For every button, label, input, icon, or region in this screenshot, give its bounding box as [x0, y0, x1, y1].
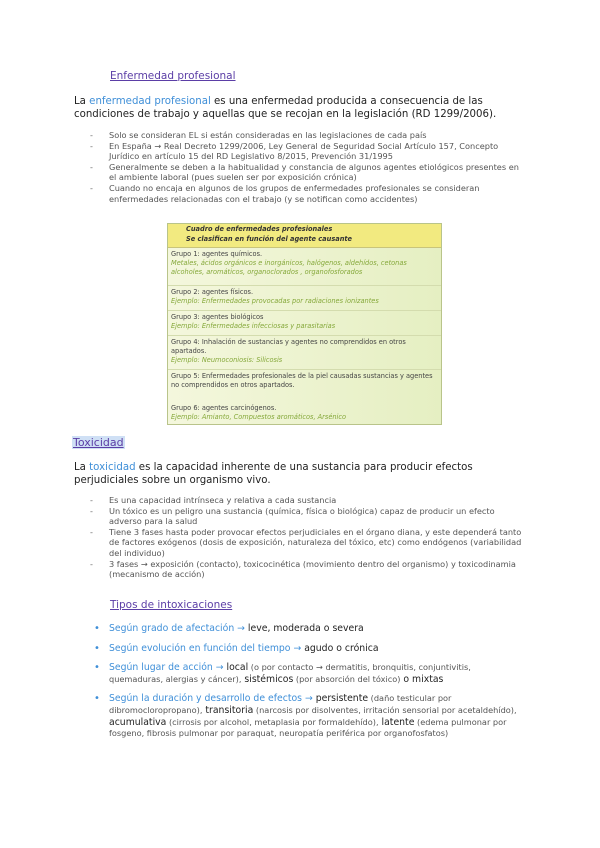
criterion-value: leve, moderada o severa — [244, 623, 364, 634]
term: persistente — [312, 693, 369, 705]
intro-text: es la capacidad inherente de una sustancia para producir efectos perjudiciales sobre un organismo vivo. — [74, 462, 473, 486]
term: latente — [378, 716, 415, 728]
table-header — [168, 224, 441, 248]
term-detail: (cirrosis por alcohol, metaplasia por formaldehído), — [166, 716, 379, 727]
intro-text: es una enfermedad producida a consecuencia de las condiciones de trabajo y aquellas que se recojan en la legislación (RD 1299/2006). — [74, 96, 497, 120]
list-item — [94, 693, 524, 739]
criterion-label: Según evolución en función del tiempo → — [109, 642, 302, 654]
group-label: Grupo 3: agentes biológicos — [171, 313, 264, 321]
keyword: enfermedad profesional — [89, 96, 211, 107]
group-example: Ejemplo: Enfermedades provocadas por radiaciones ionizantes — [171, 297, 379, 306]
group-example: Ejemplo: Neumoconiosis: Silicosis — [171, 356, 283, 365]
table-title: Cuadro de enfermedades profesionales — [186, 225, 333, 233]
list-item: - Cuando no encaja en algunos de los grupos de enfermedades profesionales se consideran enfermedades relacionadas con el trabajo (y se notifican como accidentes) — [88, 183, 528, 204]
criterion-label: Según la duración y desarrollo de efectos → — [109, 693, 313, 705]
group-label: Grupo 6: agentes carcinógenos. — [171, 404, 277, 412]
criterion-label: Según lugar de acción → — [109, 662, 224, 674]
tipos-list — [94, 623, 524, 740]
term: acumulativa — [109, 716, 167, 728]
enfermedad-bullets — [88, 130, 528, 204]
intro-text: La — [74, 462, 90, 473]
toxicidad-bullets — [88, 495, 528, 580]
keyword: toxicidad — [89, 462, 136, 473]
term: o mixtas — [400, 673, 444, 685]
group-example: Metales, ácidos orgánicos e inorgánicos, halógenos, aldehídos, cetonas alcoholes, aromáticos, organoclorados , organofosforados — [171, 259, 407, 277]
list-item — [94, 623, 524, 635]
list-item — [94, 643, 524, 655]
term-detail: (daño testicular por dibromocloropropano), — [109, 693, 452, 715]
section-heading-toxicidad: Toxicidad — [73, 436, 124, 449]
table-row — [168, 311, 441, 336]
term: transitoria — [202, 704, 254, 716]
group-label: Grupo 4: Inhalación de sustancias y agentes no comprendidos en otros apartados. — [171, 338, 406, 356]
group-label: Grupo 5: Enfermedades profesionales de la piel causadas sustancias y agentes no comprendidos en otros apartados. — [171, 372, 433, 390]
list-item: - En España → Real Decreto 1299/2006, Ley General de Seguridad Social Artículo 157, Concepto Jurídico en artículo 15 del RD Legislativo 8/2015, Prevención 31/1995 — [88, 141, 528, 162]
criterion-label: Según grado de afectación → — [109, 623, 245, 634]
list-item: - Generalmente se deben a la habitualidad y constancia de algunos agentes etiológicos presentes en el ambiente laboral (pues suelen ser por exposición crónica) — [88, 162, 528, 183]
section-heading-tipos: Tipos de intoxicaciones — [110, 599, 233, 611]
table-row — [168, 248, 441, 286]
enfermedad-intro — [74, 95, 514, 121]
term-detail: (narcosis por disolventes, irritación sensorial por acetaldehído), — [253, 704, 517, 715]
group-label: Grupo 2: agentes físicos. — [171, 288, 254, 296]
table-row — [168, 402, 441, 425]
list-item: - Un tóxico es un peligro una sustancia (química, física o biológica) capaz de producir un efecto adverso para la salud — [88, 506, 528, 527]
toxicidad-intro — [74, 461, 514, 487]
term-detail: (o por contacto → dermatitis, bronquitis, conjuntivitis, quemaduras, alergias y cáncer), — [109, 662, 471, 684]
list-item: - 3 fases → exposición (contacto), toxicocinética (movimiento dentro del organismo) y toxicodinamia (mecanismo de acción) — [88, 559, 528, 580]
list-item: - Solo se consideran EL si están consideradas en las legislaciones de cada país — [88, 130, 528, 141]
list-item — [94, 662, 524, 685]
cuadro-enfermedades-table — [167, 223, 442, 425]
table-row — [168, 286, 441, 311]
criterion-value: agudo o crónica — [301, 642, 379, 654]
group-label: Grupo 1: agentes químicos. — [171, 250, 263, 258]
term: local — [223, 662, 249, 674]
list-item: - Es una capacidad intrínseca y relativa a cada sustancia — [88, 495, 528, 506]
term: sistémicos — [241, 673, 294, 685]
section-heading-enfermedad: Enfermedad profesional — [110, 70, 236, 82]
list-item: - Tiene 3 fases hasta poder provocar efectos perjudiciales en el órgano diana, y este dependerá tanto de factores exógenos (dosis de exposición, naturaleza del tóxico, etc) como endógenos (variabilidad del individuo) — [88, 527, 528, 559]
intro-text: La — [74, 96, 90, 107]
term-detail: (edema pulmonar por fosgeno, fibrosis pulmonar por paraquat, neuropatía periférica por organofosfatos) — [109, 716, 507, 739]
table-row — [168, 370, 441, 402]
term-detail: (por absorción del tóxico) — [293, 673, 401, 684]
group-example: Ejemplo: Enfermedades infecciosas y parasitarias — [171, 322, 336, 331]
table-subtitle: Se clasifican en función del agente causante — [186, 234, 353, 243]
table-row — [168, 336, 441, 370]
group-example: Ejemplo: Amianto, Compuestos aromáticos, Arsénico — [171, 413, 347, 422]
